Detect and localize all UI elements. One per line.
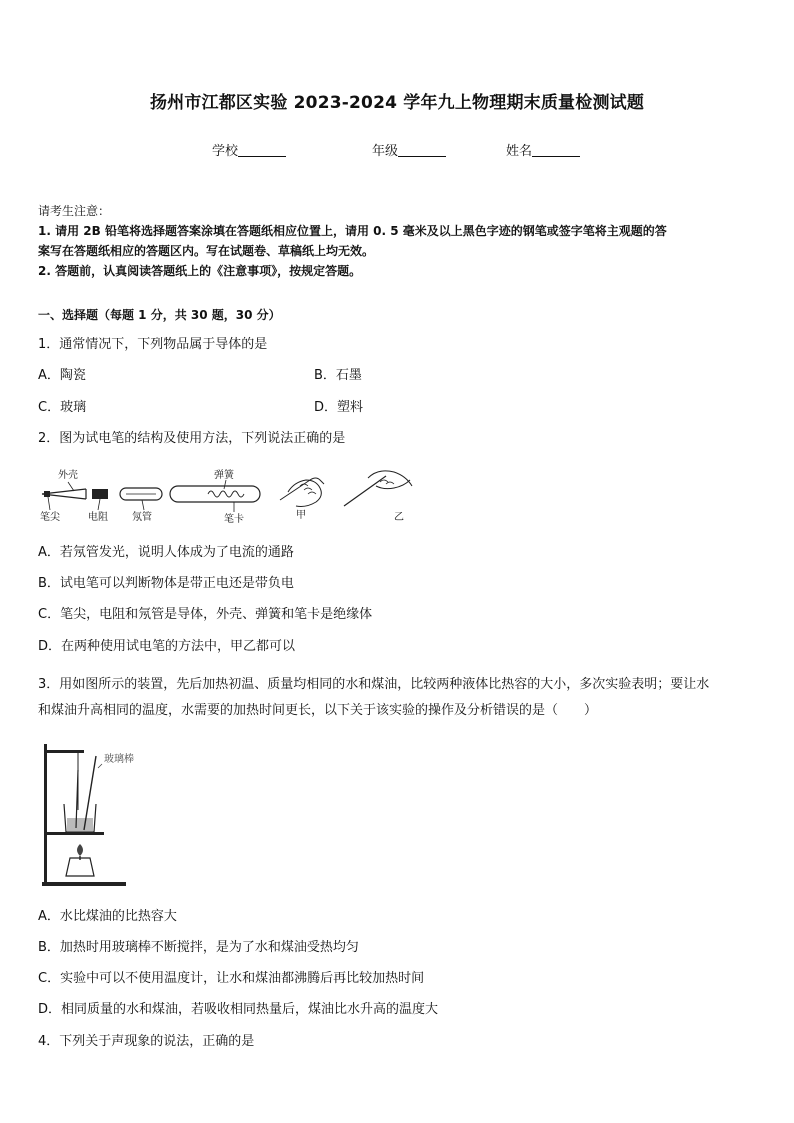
q2-option-a: A．若氖管发光，说明人体成为了电流的通路 bbox=[38, 545, 294, 560]
label-spring: 弹簧 bbox=[214, 470, 234, 481]
name-blank bbox=[532, 144, 580, 157]
notice-item-1-line-2: 案写在答题纸相应的答题区内。写在试题卷、草稿纸上均无效。 bbox=[38, 244, 375, 258]
q2-stem: 2．图为试电笔的结构及使用方法，下列说法正确的是 bbox=[38, 431, 346, 446]
q1-option-a: A．陶瓷 bbox=[38, 368, 86, 383]
school-blank bbox=[238, 144, 286, 157]
label-glass-rod: 玻璃棒 bbox=[104, 754, 134, 765]
name-label: 姓名 bbox=[506, 144, 533, 159]
q3-option-a: A．水比煤油的比热容大 bbox=[38, 909, 177, 924]
q3-option-c: C．实验中可以不使用温度计，让水和煤油都沸腾后再比较加热时间 bbox=[38, 971, 425, 986]
notice-heading: 请考生注意： bbox=[38, 204, 111, 218]
q1-option-b: B．石墨 bbox=[314, 368, 362, 383]
q3-stem-line-2: 和煤油升高相同的温度，水需要的加热时间更长，以下关于该实验的操作及分析错误的是（ ） bbox=[38, 703, 598, 718]
q2-option-c: C．笔尖，电阻和氖管是导体，外壳、弹簧和笔卡是绝缘体 bbox=[38, 607, 373, 622]
grade-blank bbox=[398, 144, 446, 157]
page-title: 扬州市江都区实验 2023-2024 学年九上物理期末质量检测试题 bbox=[149, 93, 645, 113]
q1-option-d: D．塑料 bbox=[314, 400, 364, 415]
grade-label: 年级 bbox=[372, 144, 399, 159]
test-pen-figure bbox=[38, 456, 438, 526]
q3-option-b: B．加热时用玻璃棒不断搅拌，是为了水和煤油受热均匀 bbox=[38, 940, 359, 955]
notice-item-2: 2. 答题前，认真阅读答题纸上的《注意事项》，按规定答题。 bbox=[38, 264, 362, 278]
label-neon: 氖管 bbox=[132, 512, 152, 523]
label-clip: 笔卡 bbox=[224, 514, 244, 525]
q1-option-c: C．玻璃 bbox=[38, 400, 87, 415]
q3-stem-line-1: 3．用如图所示的装置，先后加热初温、质量均相同的水和煤油，比较两种液体比热容的大小，多次实验表明；要让水 bbox=[38, 677, 710, 692]
q4-stem: 4．下列关于声现象的说法，正确的是 bbox=[38, 1034, 255, 1049]
section-heading: 一、选择题（每题 1 分，共 30 题，30 分） bbox=[38, 308, 281, 322]
school-field bbox=[212, 140, 286, 159]
notice-block bbox=[38, 201, 760, 281]
grade-field bbox=[372, 140, 446, 159]
label-tip: 笔尖 bbox=[40, 512, 60, 523]
q1-stem: 1．通常情况下，下列物品属于导体的是 bbox=[38, 337, 268, 352]
label-yi: 乙 bbox=[394, 512, 404, 523]
notice-item-1-line-1: 1. 请用 2B 铅笔将选择题答案涂填在答题纸相应位置上，请用 0. 5 毫米及以上黑色字迹的钢笔或签字笔将主观题的答 bbox=[38, 224, 667, 238]
heating-apparatus-figure bbox=[38, 740, 134, 890]
q3-stem bbox=[38, 672, 760, 724]
label-jia: 甲 bbox=[296, 510, 306, 521]
q3-option-d: D．相同质量的水和煤油，若吸收相同热量后，煤油比水升高的温度大 bbox=[38, 1002, 439, 1017]
label-shell: 外壳 bbox=[58, 470, 78, 481]
label-resistor: 电阻 bbox=[88, 512, 108, 523]
q2-option-d: D．在两种使用试电笔的方法中，甲乙都可以 bbox=[38, 639, 296, 654]
name-field bbox=[506, 140, 580, 159]
school-label: 学校 bbox=[212, 144, 239, 159]
q2-option-b: B．试电笔可以判断物体是带正电还是带负电 bbox=[38, 576, 294, 591]
